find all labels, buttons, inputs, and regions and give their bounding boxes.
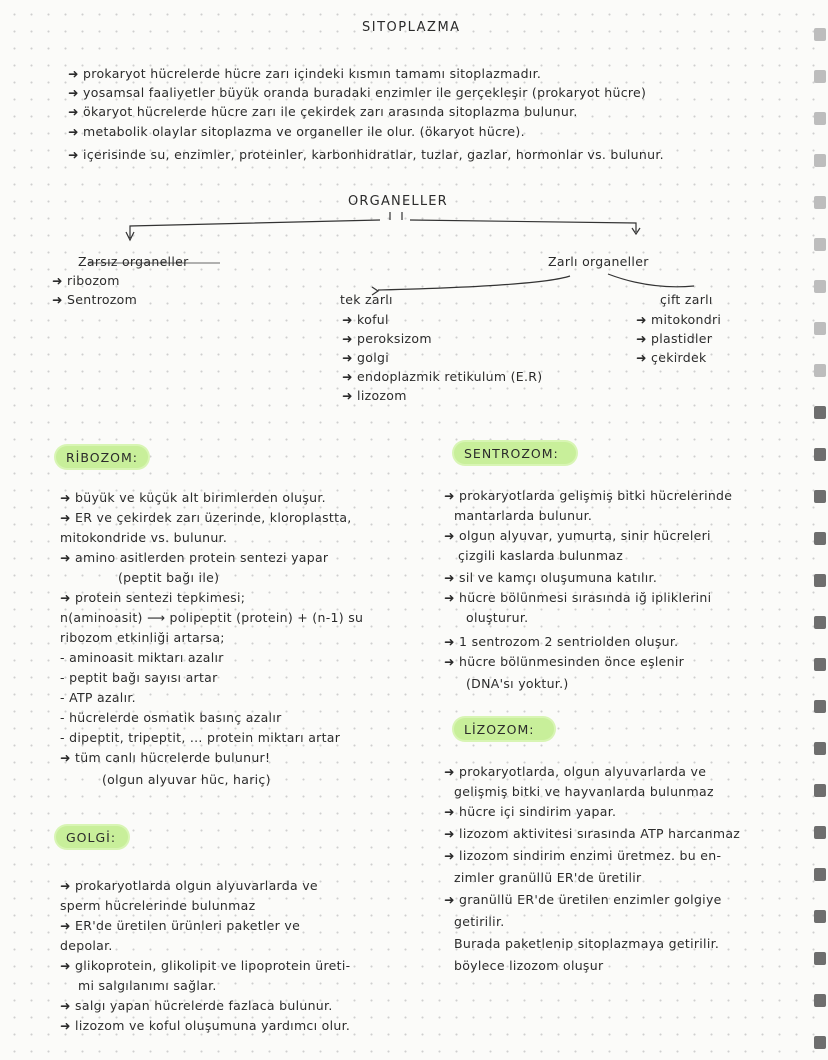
lizozom-line: böylece lizozom oluşur xyxy=(454,958,604,973)
golgi-line: sperm hücrelerinde bulunmaz xyxy=(60,898,256,913)
tek-zarli-item: ➜ golgi xyxy=(342,350,390,365)
edge-tab xyxy=(814,826,826,839)
lizozom-line: zimler granüllü ER'de üretilir xyxy=(454,870,642,885)
ribozom-line: (peptit bağı ile) xyxy=(118,570,220,585)
edge-tab xyxy=(814,532,826,545)
edge-tab xyxy=(814,280,826,293)
edge-tab xyxy=(814,910,826,923)
golgi-line: ➜ salgı yapan hücrelerde fazlaca bulunur. xyxy=(60,998,333,1013)
ribozom-line: - ATP azalır. xyxy=(60,690,136,705)
golgi-line: ➜ ER'de üretilen ürünleri paketler ve xyxy=(60,918,301,933)
organeller-heading: ORGANELLER xyxy=(348,194,448,209)
page-title: SITOPLAZMA xyxy=(362,20,461,35)
zarsiz-item: ➜ Sentrozom xyxy=(52,292,138,307)
ribozom-line: ➜ amino asitlerden protein sentezi yapar xyxy=(60,550,329,565)
edge-tab xyxy=(814,154,826,167)
sentrozom-line: (DNA'sı yoktur.) xyxy=(466,676,569,691)
golgi-line: ➜ prokaryotlarda olgun alyuvarlarda ve xyxy=(60,878,318,893)
cift-zarli-item: ➜ çekirdek xyxy=(636,350,707,365)
ribozom-line: mitokondride vs. bulunur. xyxy=(60,530,228,545)
ribozom-highlight xyxy=(56,446,148,468)
edge-tab xyxy=(814,616,826,629)
edge-tab xyxy=(814,574,826,587)
edge-tab xyxy=(814,952,826,965)
intro-line: ➜ ökaryot hücrelerde hücre zarı ile çekirdek zarı arasında sitoplazma bulunur. xyxy=(68,104,578,119)
edge-tab xyxy=(814,322,826,335)
edge-tab xyxy=(814,238,826,251)
golgi-line: ➜ lizozom ve koful oluşumuna yardımcı olur. xyxy=(60,1018,351,1033)
sentrozom-line: ➜ 1 sentrozom 2 sentriolden oluşur. xyxy=(444,634,679,649)
sentrozom-line: oluşturur. xyxy=(466,610,529,625)
edge-tab xyxy=(814,784,826,797)
edge-tab xyxy=(814,28,826,41)
edge-tab xyxy=(814,70,826,83)
tek-zarli-title: tek zarlı xyxy=(340,292,393,307)
lizozom-heading: LİZOZOM: xyxy=(464,722,535,737)
ribozom-line: ➜ protein sentezi tepkimesi; xyxy=(60,590,246,605)
sentrozom-line: ➜ hücre bölünmesi sırasında iğ ipliklerini xyxy=(444,590,712,605)
lizozom-line: ➜ lizozom sindirim enzimi üretmez. bu en- xyxy=(444,848,722,863)
edge-tab xyxy=(814,196,826,209)
lizozom-line: gelişmiş bitki ve hayvanlarda bulunmaz xyxy=(454,784,714,799)
sentrozom-line: ➜ prokaryotlarda gelişmiş bitki hücrelerinde xyxy=(444,488,733,503)
ribozom-line: - peptit bağı sayısı artar xyxy=(60,670,218,685)
intro-line: ➜ metabolik olaylar sitoplazma ve organeller ile olur. (ökaryot hücre). xyxy=(68,124,525,139)
sentrozom-line: ➜ hücre bölünmesinden önce eşlenir xyxy=(444,654,685,669)
ribozom-heading: RİBOZOM: xyxy=(66,450,138,465)
lizozom-line: ➜ lizozom aktivitesi sırasında ATP harcanmaz xyxy=(444,826,741,841)
edge-tab xyxy=(814,868,826,881)
intro-line: ➜ prokaryot hücrelerde hücre zarı içindeki kısmın tamamı sitoplazmadır. xyxy=(68,66,542,81)
lizozom-highlight xyxy=(454,718,554,740)
edge-tab xyxy=(814,658,826,671)
golgi-line: ➜ glikoprotein, glikolipit ve lipoprotein üreti- xyxy=(60,958,351,973)
lizozom-line: ➜ granüllü ER'de üretilen enzimler golgiye xyxy=(444,892,722,907)
edge-tab xyxy=(814,406,826,419)
ribozom-line: n(aminoasit) ⟶ polipeptit (protein) + (n-1) su xyxy=(60,610,364,625)
tek-zarli-item: ➜ endoplazmik retikulum (E.R) xyxy=(342,369,543,384)
tek-zarli-item: ➜ koful xyxy=(342,312,389,327)
ribozom-line: ribozom etkinliği artarsa; xyxy=(60,630,225,645)
lizozom-line: Burada paketlenip sitoplazmaya getirilir. xyxy=(454,936,720,951)
notebook-edge-tabs xyxy=(810,0,828,1060)
edge-tab xyxy=(814,112,826,125)
ribozom-line: - dipeptit, tripeptit, ... protein miktarı artar xyxy=(60,730,341,745)
ribozom-line: (olgun alyuvar hüc, hariç) xyxy=(102,772,271,787)
sentrozom-line: mantarlarda bulunur. xyxy=(454,508,593,523)
zarsiz-item: ➜ ribozom xyxy=(52,273,120,288)
sentrozom-line: ➜ olgun alyuvar, yumurta, sinir hücreleri xyxy=(444,528,711,543)
edge-tab xyxy=(814,742,826,755)
ribozom-line: - hücrelerde osmatik basınç azalır xyxy=(60,710,282,725)
edge-tab xyxy=(814,490,826,503)
golgi-heading: GOLGİ: xyxy=(66,830,117,845)
sentrozom-heading: SENTROZOM: xyxy=(464,446,559,461)
sentrozom-highlight xyxy=(454,442,576,464)
golgi-line: depolar. xyxy=(60,938,113,953)
ribozom-line: ➜ büyük ve küçük alt birimlerden oluşur. xyxy=(60,490,326,505)
zarli-title: Zarlı organeller xyxy=(548,254,649,269)
cift-zarli-title: çift zarlı xyxy=(660,292,713,307)
cift-zarli-item: ➜ plastidler xyxy=(636,331,713,346)
golgi-line: mi salgılanımı sağlar. xyxy=(78,978,217,993)
lizozom-line: ➜ hücre içi sindirim yapar. xyxy=(444,804,617,819)
lizozom-line: ➜ prokaryotlarda, olgun alyuvarlarda ve xyxy=(444,764,707,779)
ribozom-line: ➜ tüm canlı hücrelerde bulunur! xyxy=(60,750,271,765)
tek-zarli-item: ➜ lizozom xyxy=(342,388,407,403)
edge-tab xyxy=(814,700,826,713)
sentrozom-line: çizgili kaslarda bulunmaz xyxy=(458,548,624,563)
golgi-highlight xyxy=(56,826,128,848)
edge-tab xyxy=(814,364,826,377)
edge-tab xyxy=(814,448,826,461)
ribozom-line: - aminoasit miktarı azalır xyxy=(60,650,224,665)
lizozom-line: getirilir. xyxy=(454,914,505,929)
ribozom-line: ➜ ER ve çekirdek zarı üzerinde, kloroplastta, xyxy=(60,510,352,525)
zarsiz-title: Zarsız organeller xyxy=(78,254,189,269)
cift-zarli-item: ➜ mitokondri xyxy=(636,312,722,327)
tek-zarli-item: ➜ peroksizom xyxy=(342,331,432,346)
intro-line: ➜ içerisinde su, enzimler, proteinler, karbonhidratlar, tuzlar, gazlar, hormonlar vs. bulunur. xyxy=(68,147,664,162)
intro-line: ➜ yosamsal faaliyetler büyük oranda buradaki enzimler ile gerçekleşir (prokaryot hücre) xyxy=(68,85,647,100)
sentrozom-line: ➜ sil ve kamçı oluşumuna katılır. xyxy=(444,570,658,585)
edge-tab xyxy=(814,1036,826,1049)
edge-tab xyxy=(814,994,826,1007)
